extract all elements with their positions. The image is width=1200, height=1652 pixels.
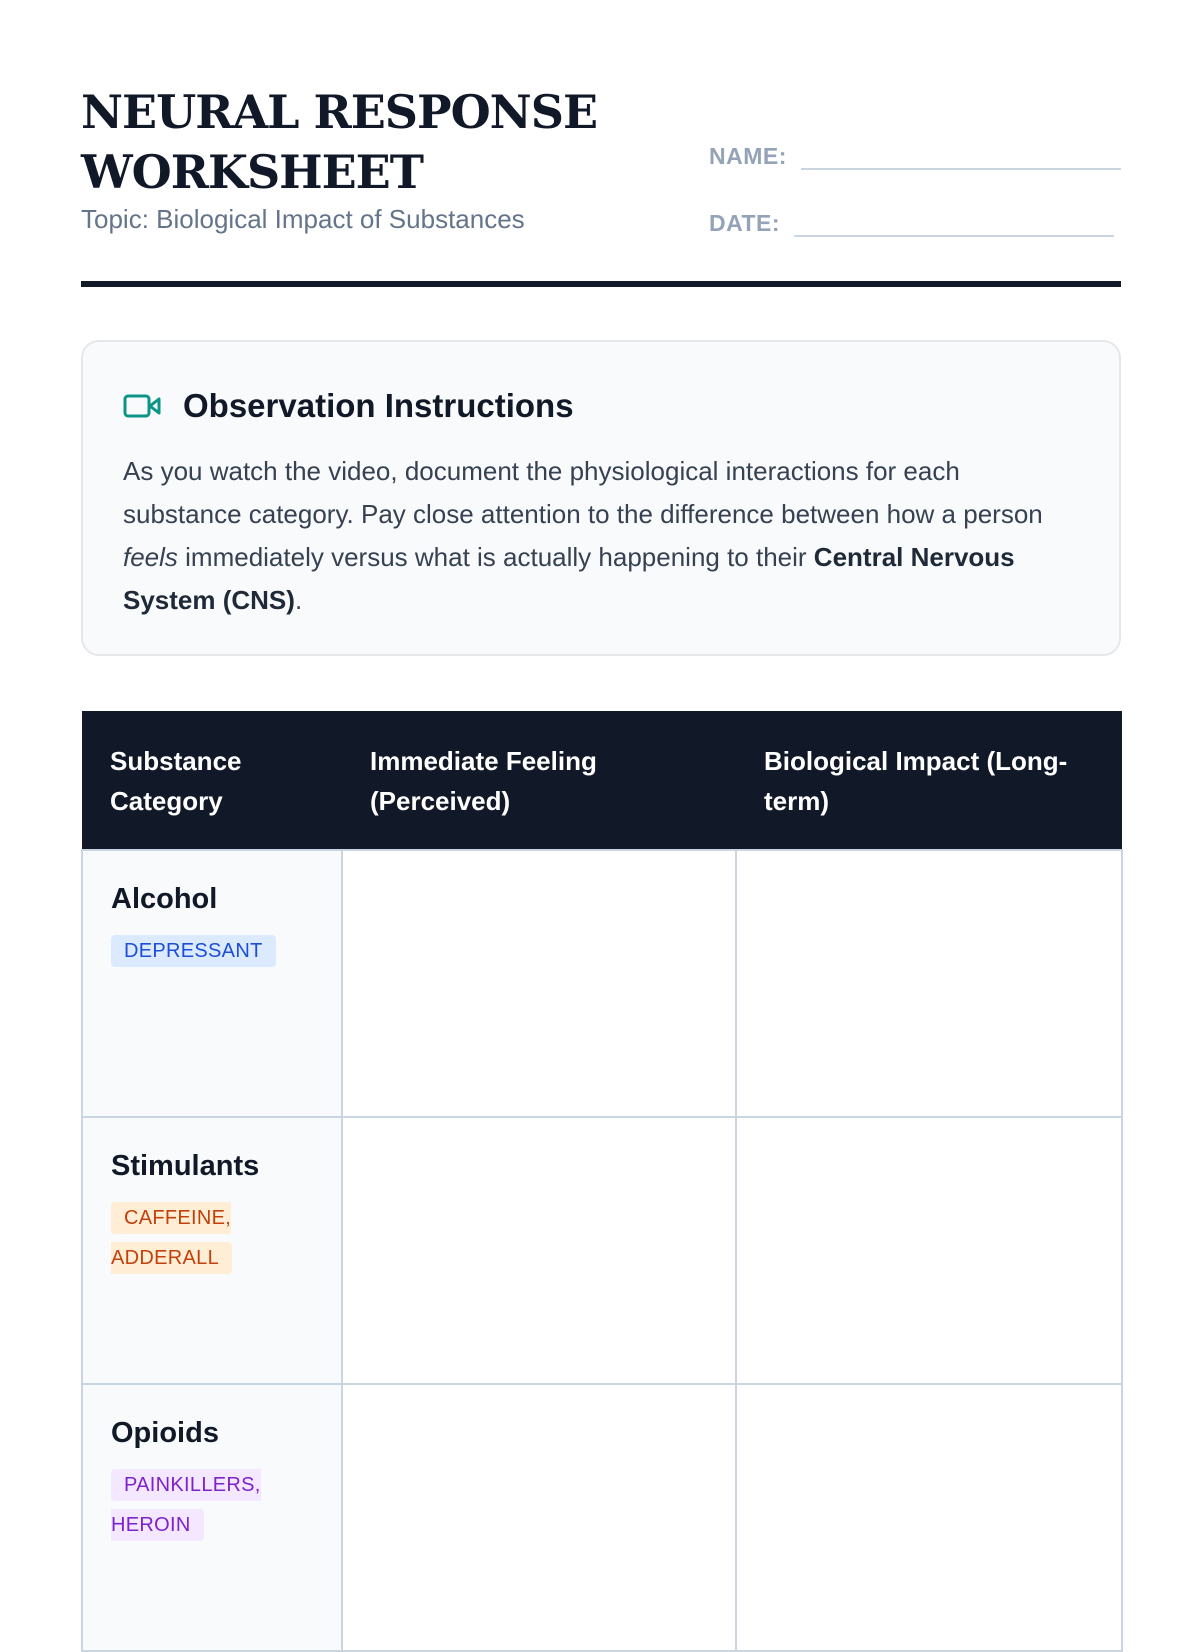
worksheet-page bbox=[81, 0, 1121, 1536]
immediate-feeling-cell[interactable] bbox=[342, 850, 736, 1117]
instructions-text-part2: immediately versus what is actually happening to their bbox=[177, 542, 814, 572]
category-cell bbox=[82, 1384, 342, 1651]
page-title: NEURAL RESPONSE WORKSHEET bbox=[81, 85, 597, 199]
category-cell bbox=[82, 850, 342, 1117]
instructions-title: Observation Instructions bbox=[183, 387, 574, 424]
name-input-line[interactable] bbox=[801, 148, 1121, 170]
immediate-feeling-cell[interactable] bbox=[342, 1384, 736, 1651]
date-field bbox=[709, 209, 1114, 237]
table-header-row bbox=[82, 711, 1122, 850]
category-name: Alcohol bbox=[111, 883, 218, 915]
category-cell bbox=[82, 1117, 342, 1384]
instructions-text-emphasis: feels bbox=[123, 542, 178, 572]
category-tag: PAINKILLERS, HEROIN bbox=[111, 1469, 261, 1541]
biological-impact-cell[interactable] bbox=[736, 1117, 1122, 1384]
category-tag: CAFFEINE, ADDERALL bbox=[111, 1202, 232, 1274]
column-header-biological-impact: Biological Impact (Long-term) bbox=[736, 711, 1122, 850]
instructions-text-end: . bbox=[294, 585, 303, 615]
immediate-feeling-cell[interactable] bbox=[342, 1117, 736, 1384]
category-name: Stimulants bbox=[111, 1150, 260, 1182]
category-name: Opioids bbox=[111, 1417, 219, 1449]
biological-impact-cell[interactable] bbox=[736, 1384, 1122, 1651]
table-row bbox=[82, 850, 1122, 1117]
video-camera-icon bbox=[123, 393, 161, 419]
category-tag: DEPRESSANT bbox=[111, 935, 276, 967]
date-label: DATE: bbox=[709, 210, 781, 236]
biological-impact-cell[interactable] bbox=[736, 850, 1122, 1117]
column-header-category: Substance Category bbox=[82, 711, 342, 850]
substance-table bbox=[81, 711, 1121, 1652]
instructions-text-strong: Central Nervous System (CNS) bbox=[123, 542, 1015, 615]
instructions-text bbox=[123, 450, 1079, 622]
worksheet-header bbox=[81, 0, 1121, 287]
page-subtitle: Topic: Biological Impact of Substances bbox=[81, 204, 525, 234]
column-header-immediate-feeling: Immediate Feeling (Perceived) bbox=[342, 711, 736, 850]
instructions-box bbox=[81, 340, 1121, 656]
date-input-line[interactable] bbox=[794, 215, 1114, 237]
name-field bbox=[709, 142, 1121, 170]
name-label: NAME: bbox=[709, 143, 787, 169]
instructions-heading bbox=[123, 382, 1079, 430]
table-row bbox=[82, 1117, 1122, 1384]
instructions-text-part1: As you watch the video, document the physiological interactions for each substance category. Pay close attention to the difference between how a person bbox=[123, 456, 1043, 529]
table-row bbox=[82, 1384, 1122, 1651]
